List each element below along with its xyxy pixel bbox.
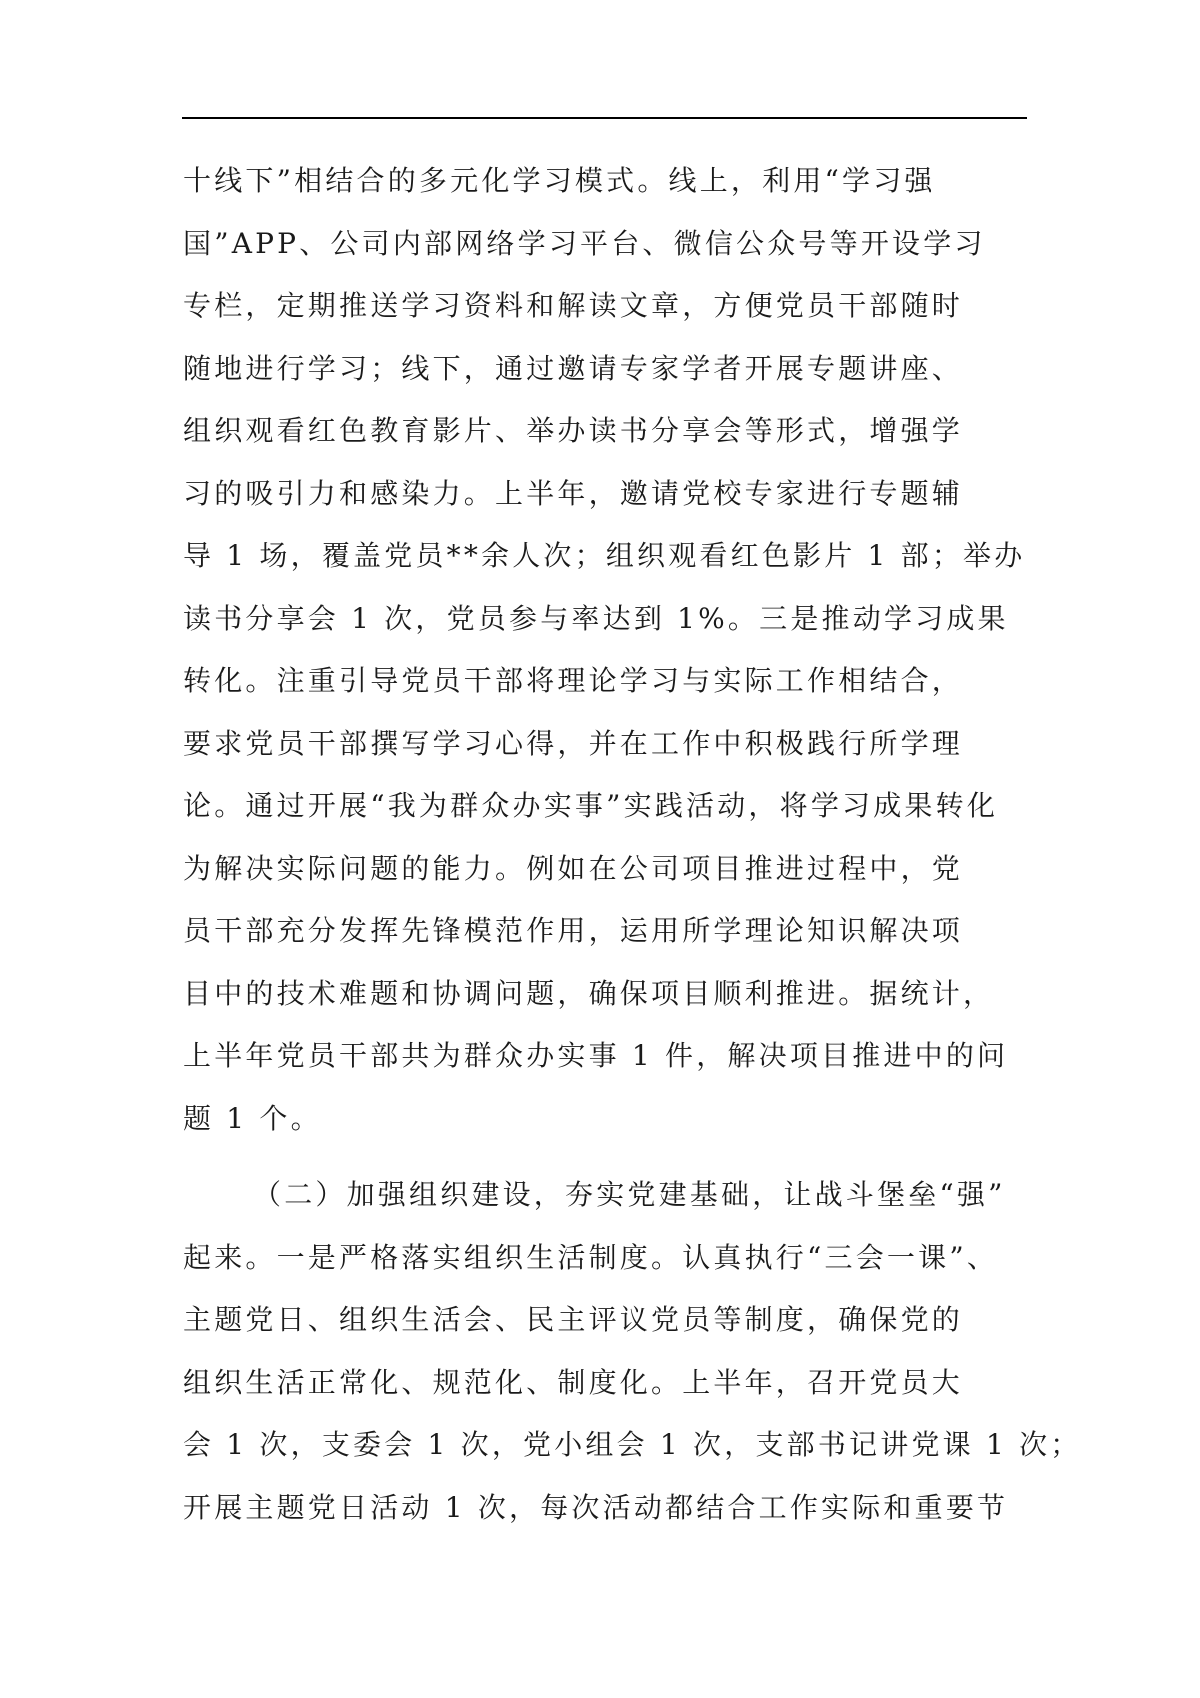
text-line: 导 1 场，覆盖党员**余人次；组织观看红色影片 1 部；举办 [183, 539, 1026, 572]
text-line: 目中的技术难题和协调问题，确保项目顺利推进。据统计， [183, 976, 995, 1010]
text-line: 习的吸引力和感染力。上半年，邀请党校专家进行专题辅 [183, 476, 964, 510]
text-line: 主题党日、组织生活会、民主评议党员等制度，确保党的 [183, 1303, 964, 1336]
text-line: 开展主题党日活动 1 次，每次活动都结合工作实际和重要节 [183, 1490, 1009, 1524]
text-line: 员干部充分发挥先锋模范作用，运用所学理论知识解决项 [183, 914, 964, 947]
text-line: 起来。一是严格落实组织生活制度。认真执行“三会一课”、 [183, 1240, 999, 1274]
text-line: 会 1 次，支委会 1 次，党小组会 1 次，支部书记讲党课 1 次； [183, 1428, 1082, 1461]
text-line: 论。通过开展“我为群众办实事”实践活动，将学习成果转化 [183, 789, 999, 822]
text-line: 国”APP、公司内部网络学习平台、微信公众号等开设学习 [183, 226, 986, 260]
text-line: 组织生活正常化、规范化、制度化。上半年，召开党员大 [183, 1365, 964, 1399]
text-line: 要求党员干部撰写学习心得，并在工作中积极践行所学理 [183, 726, 964, 760]
text-line: 随地进行学习；线下，通过邀请专家学者开展专题讲座、 [183, 351, 964, 385]
text-line: 组织观看红色教育影片、举办读书分享会等形式，增强学 [183, 414, 964, 447]
header-rule [182, 117, 1027, 119]
section-heading-line: （二）加强组织建设，夯实党建基础，让战斗堡垒“强” [253, 1178, 1006, 1211]
text-line: 十线下”相结合的多元化学习模式。线上，利用“学习强 [183, 164, 936, 197]
text-line: 专栏，定期推送学习资料和解读文章，方便党员干部随时 [183, 289, 964, 322]
text-line: 题 1 个。 [183, 1101, 322, 1135]
text-line: 读书分享会 1 次，党员参与率达到 1%。三是推动学习成果 [183, 601, 1009, 635]
body-text [183, 150, 1082, 1539]
text-line: 转化。注重引导党员干部将理论学习与实际工作相结合， [183, 664, 964, 697]
text-line: 上半年党员干部共为群众办实事 1 件，解决项目推进中的问 [183, 1039, 1009, 1072]
text-line: 为解决实际问题的能力。例如在公司项目推进过程中，党 [183, 851, 964, 885]
